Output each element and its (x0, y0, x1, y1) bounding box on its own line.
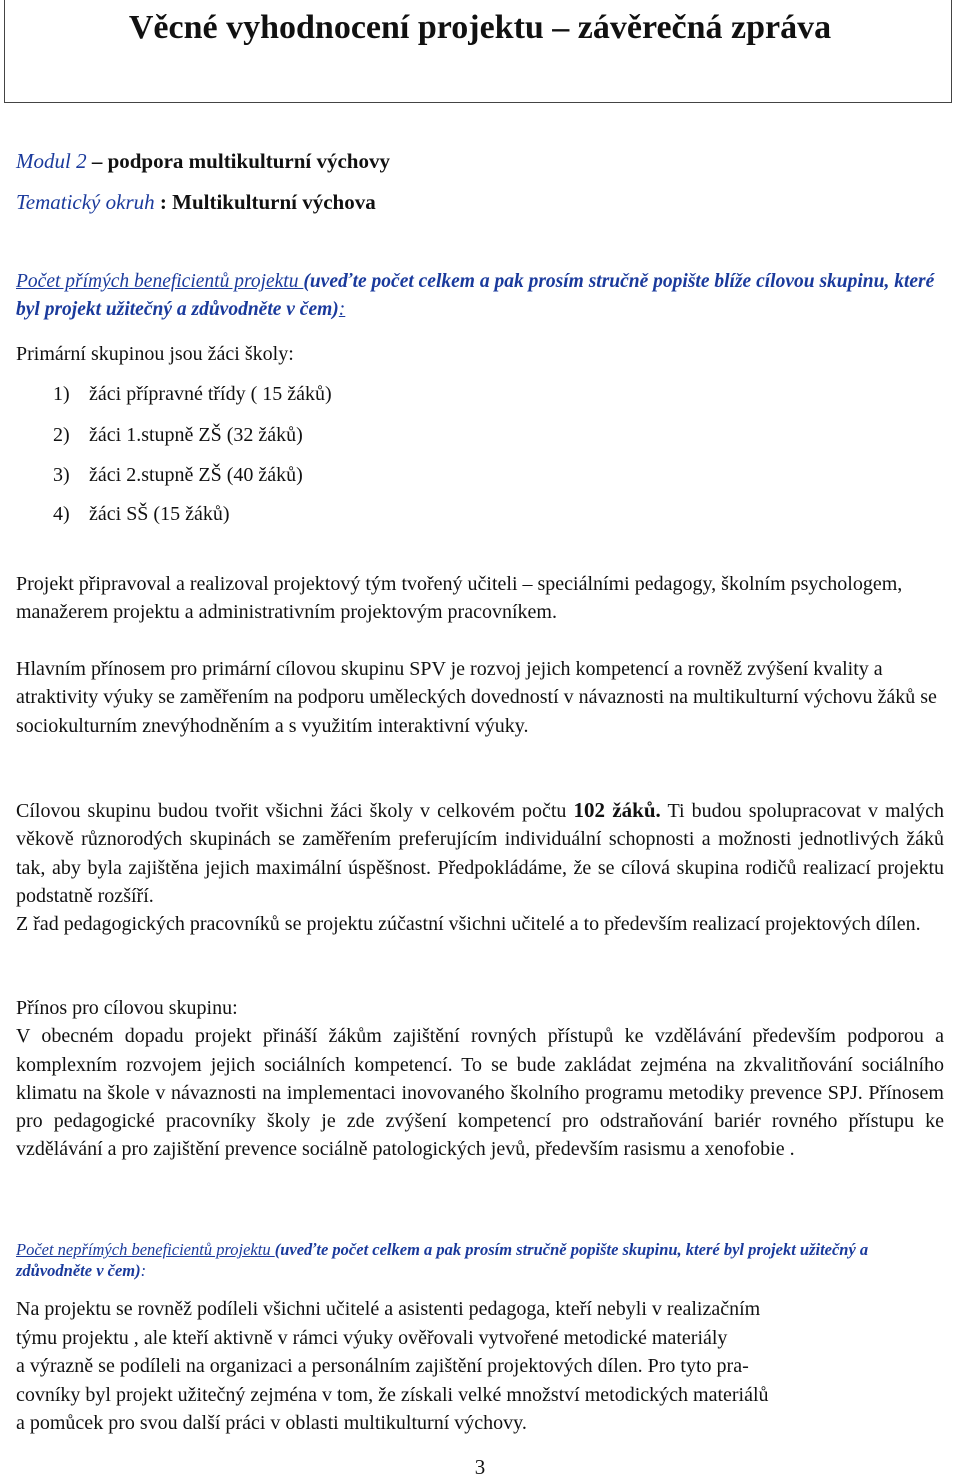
indirect-line: Na projektu se rovněž podíleli všichni učitelé a asistenti pedagoga, kteří nebyli v realizačním (16, 1298, 761, 1320)
list-item (53, 421, 303, 449)
direct-hint: (uveďte počet celkem a pak prosím stručně popište blíže cílovou skupinu, které byl projekt užitečný a zdůvodněte v čem) (16, 271, 935, 320)
benefit-text: V obecném dopadu projekt přináší žákům zajištění rovných přístupů ke vzdělávání především podporou a komplexním rozvojem jejich sociálních kompetencí. To se bude zakládat zejména na zkvalitňování sociálního klimatu na škole v návaznosti na implementaci inovovaného školního programu metodiky prevence SPJ. Přínosem pro pedagogické pracovníky školy je zde zvýšení kompetencí pro odstraňování bariér rovného přístupu ke vzdělávání a pro zajištění prevence sociálně patologických jevů, především rasismu a xenofobie . (16, 1025, 944, 1161)
module-dash: – (86, 149, 108, 173)
topic-text: : Multikulturní výchova (154, 190, 376, 214)
list-text: žáci 1.stupně ZŠ (32 žáků) (89, 424, 303, 446)
indirect-colon: : (140, 1261, 147, 1280)
page-title: Věcné vyhodnocení projektu – závěrečná zpráva (128, 9, 832, 46)
topic-label: Tematický okruh (16, 190, 155, 214)
direct-beneficiaries-heading (16, 268, 944, 324)
teachers-text: Z řad pedagogických pracovníků se projektu zúčastní všichni učitelé a to především realizací projektových dílen. (16, 913, 921, 936)
list-item (53, 461, 303, 489)
list-text: žáci 2.stupně ZŠ (40 žáků) (89, 464, 303, 486)
list-text: žáci přípravné třídy ( 15 žáků) (89, 383, 332, 405)
target-group-paragraph (16, 796, 944, 938)
module-label: Modul 2 (16, 149, 87, 173)
module-line (16, 147, 390, 175)
list-item (53, 380, 332, 408)
indirect-beneficiaries-heading (16, 1239, 946, 1281)
main-benefit-paragraph: Hlavním přínosem pro primární cílovou skupinu SPV je rozvoj jejich kompetencí a rovněž zvýšení kvality a atraktivity výuky se zaměřením na podporu uměleckých dovedností v návaznosti na multikulturní výchovu žáků se sociokulturním znevýhodněním a s využitím interaktivní výuky. (16, 658, 937, 737)
indirect-label: Počet nepřímých beneficientů projektu (16, 1240, 275, 1259)
list-number: 1) (53, 383, 70, 405)
pupil-count: 102 žáků. (573, 798, 661, 822)
indirect-line: covníky byl projekt užitečný zejména v tom, že získali velké množství metodických materiálů (16, 1384, 769, 1406)
target-text-post: Ti budou spolupracovat v malých věkově různorodých skupinách se zaměřením preferujícím individuální schopnosti a možnosti jednotlivých žáků tak, aby byla zajištěna jejich maximální úspěšnost. Předpokládáme, že se cílová skupina rodičů realizací projektu podstatně rozšíří. (16, 800, 944, 907)
list-item (53, 500, 230, 528)
direct-colon: : (338, 299, 346, 320)
list-number: 2) (53, 424, 70, 446)
indirect-line: a výrazně se podíleli na organizaci a personálním zajištění projektových dílen. Pro tyto pra- (16, 1355, 749, 1377)
benefit-heading: Přínos pro cílovou skupinu: (16, 997, 238, 1019)
topic-line (16, 188, 376, 216)
module-text: podpora multikulturní výchovy (107, 149, 390, 173)
target-text-pre: Cílovou skupinu budou tvořit všichni žáci školy v celkovém počtu (16, 800, 574, 822)
list-number: 4) (53, 503, 70, 525)
project-team-paragraph: Projekt připravoval a realizoval projektový tým tvořený učiteli – speciálními pedagogy, školním psychologem, manažerem projektu a administrativním projektovým pracovníkem. (16, 573, 903, 624)
indirect-hint: (uveďte počet celkem a pak prosím stručně popište skupinu, které byl projekt užitečný a zdůvodněte v čem) (16, 1240, 869, 1280)
list-text: žáci SŠ (15 žáků) (89, 503, 230, 525)
indirect-line: a pomůcek pro svou další práci v oblasti multikulturní výchovy. (16, 1412, 527, 1434)
page-number: 3 (474, 1455, 486, 1479)
list-number: 3) (53, 464, 70, 486)
primary-intro: Primární skupinou jsou žáci školy: (16, 343, 294, 365)
direct-label: Počet přímých beneficientů projektu (16, 271, 304, 292)
indirect-line: týmu projektu , ale kteří aktivně v rámci výuky ověřovali vytvořené metodické materiály (16, 1327, 728, 1349)
benefit-section (16, 994, 944, 1164)
